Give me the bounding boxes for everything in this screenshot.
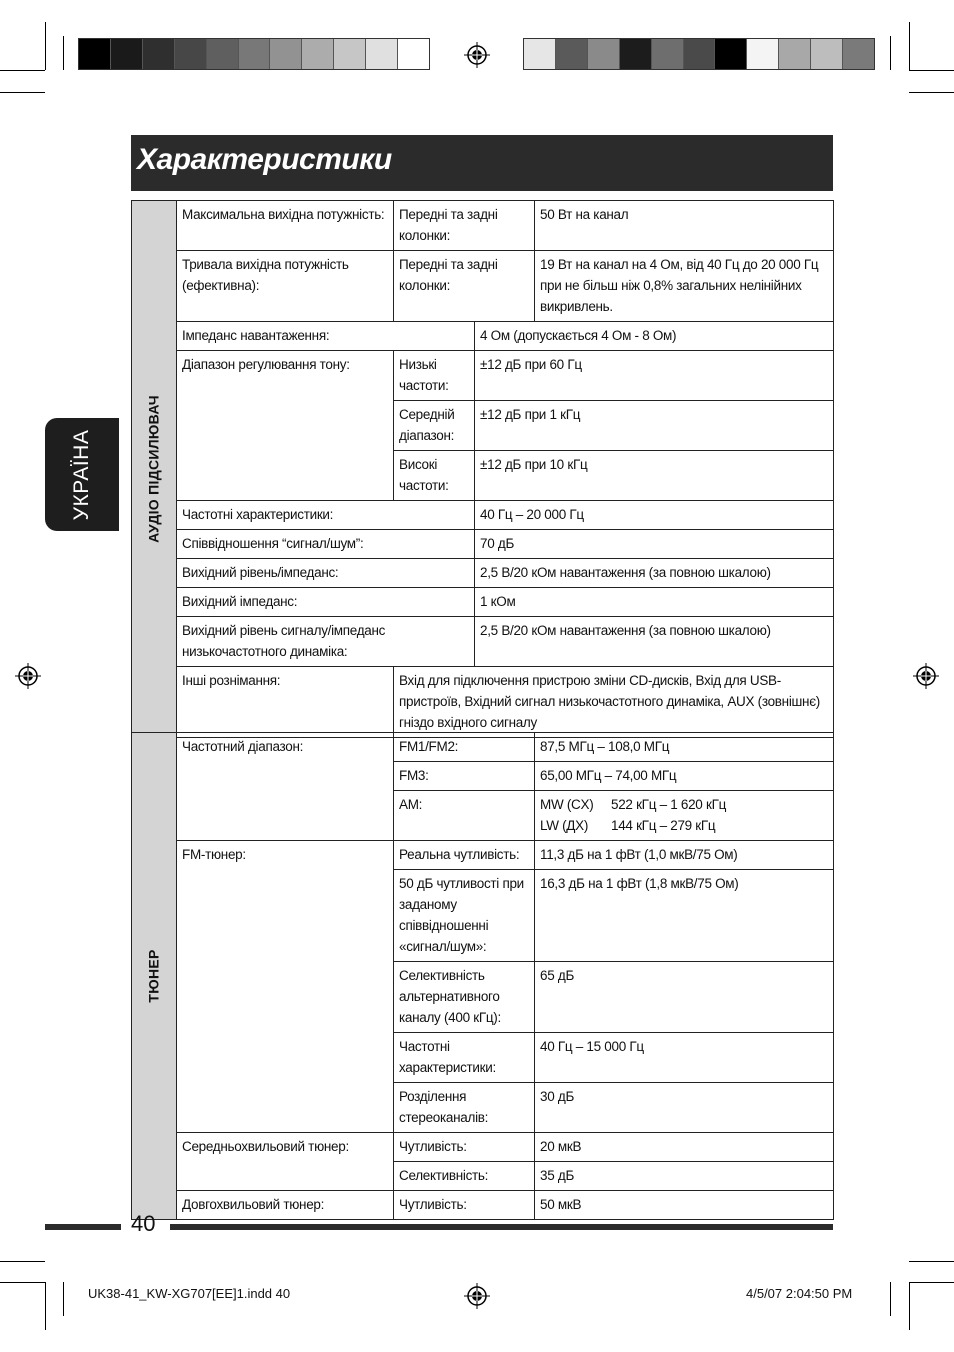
spec-value: 11,3 дБ на 1 фВт (1,0 мкВ/75 Ом) bbox=[535, 841, 834, 870]
spec-value: 65 дБ bbox=[535, 962, 834, 1033]
registration-mark-icon bbox=[464, 1283, 490, 1309]
table-row bbox=[132, 322, 834, 351]
color-swatch bbox=[620, 39, 652, 69]
spec-value: 87,5 МГц – 108,0 МГц bbox=[535, 733, 834, 762]
page-title-bar bbox=[131, 135, 833, 191]
spec-value: ±12 дБ при 10 кГц bbox=[475, 451, 834, 501]
spec-value: Вхід для підключення пристрою зміни CD-дисків, Вхід для USB-пристроїв, Вхідний сигнал низькочастотного динаміка, AUX (зовнішнє) гніздо вхідного сигналу bbox=[394, 667, 834, 738]
section-label-cell bbox=[132, 733, 177, 1220]
color-swatch bbox=[715, 39, 747, 69]
amplifier-spec-table bbox=[131, 200, 834, 738]
band-range: 144 кГц – 279 кГц bbox=[611, 818, 716, 833]
spec-sublabel: Чутливість: bbox=[394, 1133, 535, 1162]
spec-value: 30 дБ bbox=[535, 1083, 834, 1133]
spec-value: ±12 дБ при 1 кГц bbox=[475, 401, 834, 451]
spec-label: Частотний діапазон: bbox=[177, 733, 394, 841]
language-tab-label: УКРАЇНА bbox=[70, 429, 93, 520]
spec-value: 1 кОм bbox=[475, 588, 834, 617]
crop-mark bbox=[0, 1261, 45, 1262]
color-swatch bbox=[524, 39, 556, 69]
spec-sublabel: Середній діапазон: bbox=[394, 401, 475, 451]
spec-label: Діапазон регулювання тону: bbox=[177, 351, 394, 501]
spec-value: 50 Вт на канал bbox=[535, 201, 834, 251]
section-label-cell bbox=[132, 201, 177, 738]
table-row bbox=[132, 588, 834, 617]
color-calibration-bar-left bbox=[78, 38, 430, 70]
band-name: LW (ДХ) bbox=[540, 818, 589, 833]
color-swatch bbox=[366, 39, 398, 69]
crop-mark bbox=[63, 1282, 64, 1316]
spec-value: 16,3 дБ на 1 фВт (1,8 мкВ/75 Ом) bbox=[535, 870, 834, 962]
color-swatch bbox=[747, 39, 779, 69]
spec-sublabel: Селективність: bbox=[394, 1162, 535, 1191]
spec-sublabel: Передні та задні колонки: bbox=[394, 251, 535, 322]
color-swatch bbox=[175, 39, 207, 69]
table-row bbox=[132, 501, 834, 530]
spec-value: 2,5 В/20 кОм навантаження (за повною шкалою) bbox=[475, 559, 834, 588]
band-range: 522 кГц – 1 620 кГц bbox=[611, 797, 727, 812]
spec-sublabel: 50 дБ чутливості при заданому співвідношенні «сигнал/шум»: bbox=[394, 870, 535, 962]
spec-value: 35 дБ bbox=[535, 1162, 834, 1191]
spec-sublabel: Селективність альтернативного каналу (400 кГц): bbox=[394, 962, 535, 1033]
table-row bbox=[132, 1133, 834, 1162]
spec-sublabel: FM3: bbox=[394, 762, 535, 791]
spec-value: 2,5 В/20 кОм навантаження (за повною шкалою) bbox=[475, 617, 834, 667]
spec-label: Імпеданс навантаження: bbox=[177, 322, 475, 351]
page-number: 40 bbox=[131, 1211, 156, 1236]
crop-mark bbox=[45, 22, 46, 70]
table-row bbox=[132, 1191, 834, 1220]
spec-label: Довгохвильовий тюнер: bbox=[177, 1191, 394, 1220]
crop-mark bbox=[0, 92, 45, 93]
crop-mark bbox=[909, 1282, 910, 1330]
registration-mark-icon bbox=[464, 42, 490, 68]
table-row bbox=[132, 667, 834, 738]
footer-date: 4/5/07 2:04:50 PM bbox=[746, 1286, 853, 1301]
spec-sublabel: Низькі частоти: bbox=[394, 351, 475, 401]
table-row bbox=[132, 617, 834, 667]
language-tab bbox=[45, 418, 119, 531]
table-row bbox=[132, 351, 834, 401]
band-name: MW (CX) bbox=[540, 797, 594, 812]
spec-sublabel: Чутливість: bbox=[394, 1191, 535, 1220]
table-row bbox=[132, 530, 834, 559]
spec-value: 40 Гц – 20 000 Гц bbox=[475, 501, 834, 530]
registration-mark-icon bbox=[913, 663, 939, 689]
spec-sublabel: Реальна чутливість: bbox=[394, 841, 535, 870]
crop-mark bbox=[0, 1282, 45, 1283]
spec-label: Тривала вихідна потужність (ефективна): bbox=[177, 251, 394, 322]
spec-sublabel: Частотні характеристики: bbox=[394, 1033, 535, 1083]
spec-sublabel: Передні та задні колонки: bbox=[394, 201, 535, 251]
table-row bbox=[132, 201, 834, 251]
crop-mark bbox=[0, 70, 45, 71]
crop-mark bbox=[909, 22, 910, 70]
am-band-line bbox=[540, 794, 828, 815]
spec-sublabel: FM1/FM2: bbox=[394, 733, 535, 762]
color-swatch bbox=[270, 39, 302, 69]
spec-label: Вихідний імпеданс: bbox=[177, 588, 475, 617]
spec-label: Інші рознімання: bbox=[177, 667, 394, 738]
color-swatch bbox=[684, 39, 716, 69]
crop-mark bbox=[890, 1282, 891, 1316]
crop-mark bbox=[909, 1261, 954, 1262]
spec-sublabel: Розділення стереоканалів: bbox=[394, 1083, 535, 1133]
bottom-rule-right bbox=[170, 1224, 833, 1230]
registration-mark-icon bbox=[15, 663, 41, 689]
spec-sublabel: AM: bbox=[394, 791, 535, 841]
color-swatch bbox=[239, 39, 271, 69]
crop-mark bbox=[909, 1282, 954, 1283]
color-calibration-bar-right bbox=[523, 38, 875, 70]
color-swatch bbox=[556, 39, 588, 69]
spec-value bbox=[535, 791, 834, 841]
spec-label: Максимальна вихідна потужність: bbox=[177, 201, 394, 251]
section-label: ТЮНЕР bbox=[145, 949, 162, 1003]
am-band-line bbox=[540, 815, 828, 836]
spec-sublabel: Високі частоти: bbox=[394, 451, 475, 501]
spec-value: 4 Ом (допускається 4 Ом - 8 Ом) bbox=[475, 322, 834, 351]
color-swatch bbox=[779, 39, 811, 69]
color-swatch bbox=[588, 39, 620, 69]
color-swatch bbox=[843, 39, 874, 69]
color-swatch bbox=[143, 39, 175, 69]
tuner-spec-table bbox=[131, 732, 834, 1220]
color-swatch bbox=[79, 39, 111, 69]
footer-file-info: UK38-41_KW-XG707[EE]1.indd 40 bbox=[88, 1286, 291, 1301]
table-row bbox=[132, 251, 834, 322]
crop-mark bbox=[890, 36, 891, 70]
page-title: Характеристики bbox=[137, 143, 392, 176]
spec-value: 65,00 МГц – 74,00 МГц bbox=[535, 762, 834, 791]
crop-mark bbox=[909, 92, 954, 93]
section-label: АУДІО ПІДСИЛЮВАЧ bbox=[145, 395, 162, 543]
bottom-rule-left bbox=[45, 1224, 121, 1230]
spec-label: FM-тюнер: bbox=[177, 841, 394, 1133]
color-swatch bbox=[398, 39, 429, 69]
crop-mark bbox=[45, 1282, 46, 1330]
spec-value: 20 мкВ bbox=[535, 1133, 834, 1162]
spec-value: 50 мкВ bbox=[535, 1191, 834, 1220]
spec-label: Частотні характеристики: bbox=[177, 501, 475, 530]
spec-value: 70 дБ bbox=[475, 530, 834, 559]
color-swatch bbox=[207, 39, 239, 69]
crop-mark bbox=[909, 70, 954, 71]
table-row bbox=[132, 841, 834, 870]
table-row bbox=[132, 733, 834, 762]
spec-label: Вихідний рівень сигналу/імпеданс низькочастотного динаміка: bbox=[177, 617, 475, 667]
color-swatch bbox=[652, 39, 684, 69]
spec-value: ±12 дБ при 60 Гц bbox=[475, 351, 834, 401]
table-row bbox=[132, 559, 834, 588]
color-swatch bbox=[111, 39, 143, 69]
spec-label: Вихідний рівень/імпеданс: bbox=[177, 559, 475, 588]
spec-value: 19 Вт на канал на 4 Ом, від 40 Гц до 20 000 Гц при не більш ніж 0,8% загальних нелінійних викривлень. bbox=[535, 251, 834, 322]
spec-value: 40 Гц – 15 000 Гц bbox=[535, 1033, 834, 1083]
color-swatch bbox=[334, 39, 366, 69]
color-swatch bbox=[811, 39, 843, 69]
color-swatch bbox=[302, 39, 334, 69]
crop-mark bbox=[63, 36, 64, 70]
spec-label: Співвідношення “сигнал/шум”: bbox=[177, 530, 475, 559]
spec-label: Середньохвильовий тюнер: bbox=[177, 1133, 394, 1191]
